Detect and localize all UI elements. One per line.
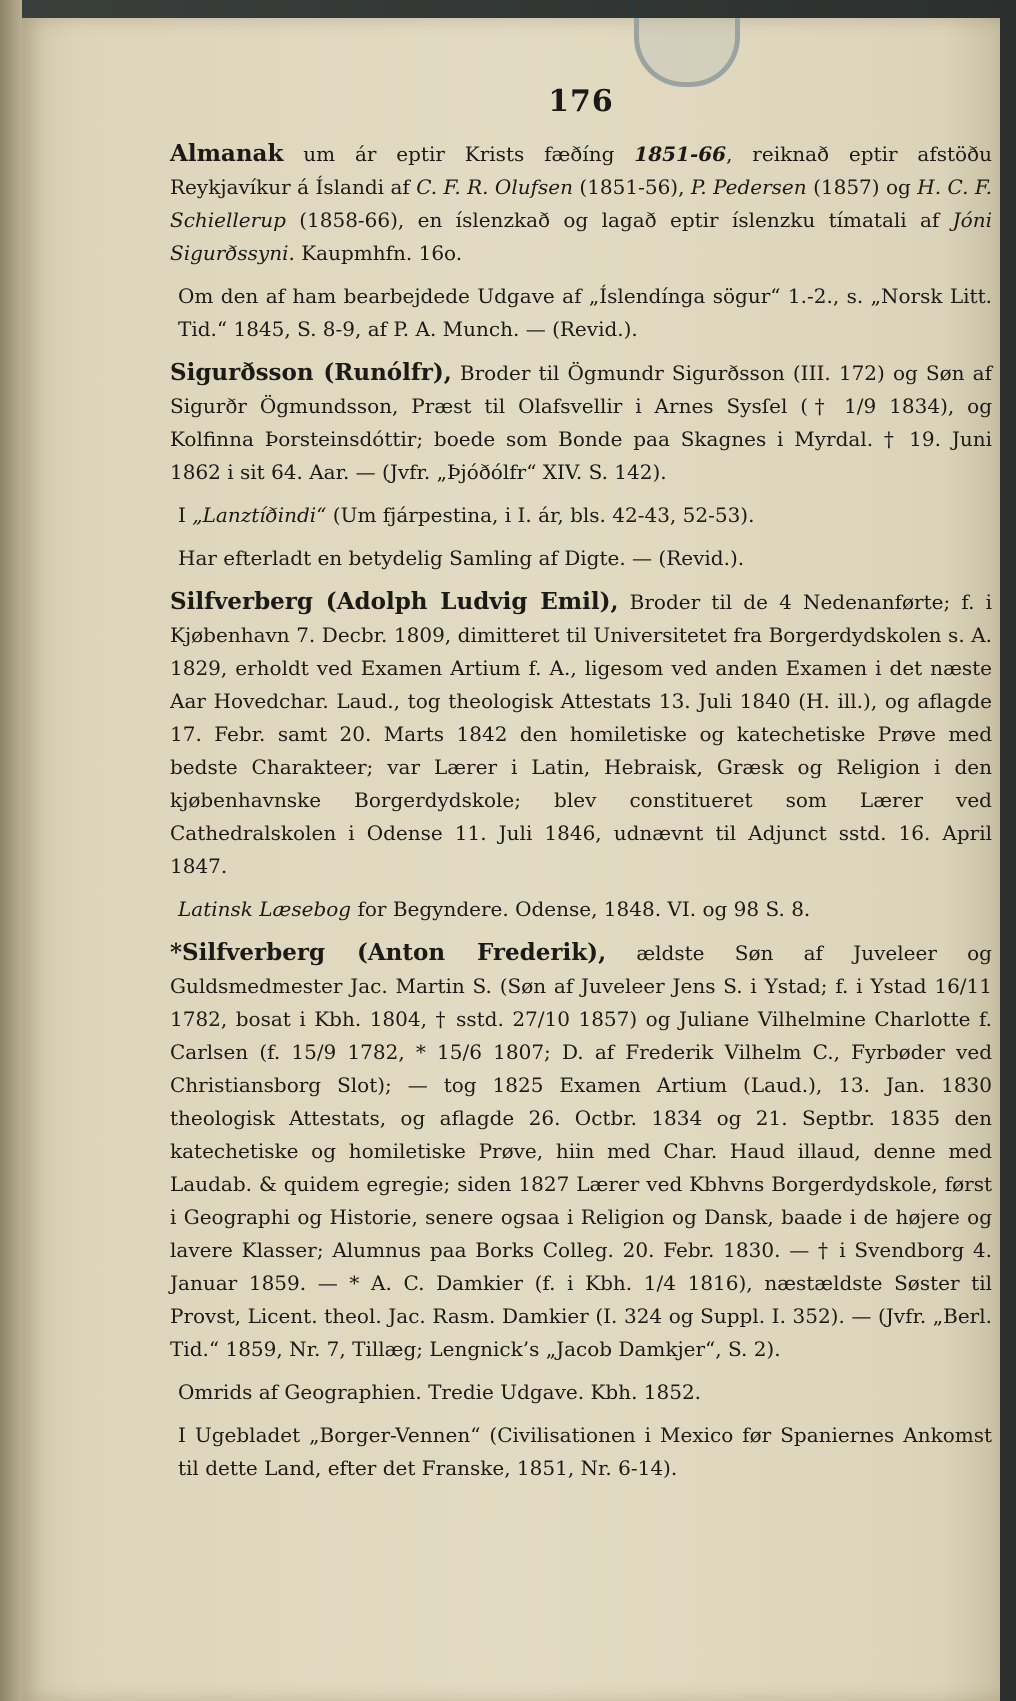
entry-text: I: [178, 503, 193, 527]
entries-list: [170, 137, 992, 1485]
entry-title: Latinsk Læsebog: [178, 897, 352, 921]
entry-text: I Ugebladet „Borger-Vennen“ (Civilisationen i Mexico før Spaniernes Ankomst til dette Land, efter det Franske, 1851, Nr. 6-14).: [178, 1423, 992, 1480]
entry-paragraph: [178, 1376, 992, 1409]
entry-years: 1851-66: [634, 142, 727, 166]
entry-text: um ár eptir Krists fæðíng: [283, 142, 635, 166]
entry-text: Kaupmhfn. 16o.: [294, 241, 463, 265]
entry-text: Om den af ham bearbejdede Udgave af „Íslendínga sögur“ 1.-2., s. „Norsk Litt. Tid.“ 1845, S. 8-9, af P. A. Munch. — (Revid.).: [178, 284, 992, 341]
entry-paragraph: [178, 1419, 992, 1485]
entry-text: Omrids af Geographien. Tredie Udgave. Kbh. 1852.: [178, 1380, 702, 1404]
entry-head: Sigurðsson (Runólfr),: [170, 359, 452, 386]
entry-text: (Um fjárpestina, i I. ár, bls. 42-43, 52-53).: [326, 503, 755, 527]
entry-name: H. C. F. Schiellerup: [170, 175, 992, 232]
entry-head: Almanak: [170, 140, 284, 167]
entry-text: (1858-66), en íslenzkað og lagað eptir íslenzku tímatali af: [285, 208, 953, 232]
entry-paragraph: [178, 542, 992, 575]
entry-text: (1857) og: [806, 175, 918, 199]
entry-text: Broder til de 4 Nedenanførte; f. i Kjøbenhavn 7. Decbr. 1809, dimitteret til Universitetet fra Borgerdydskolen s. A. 1829, erholdt ved Examen Artium f. A., ligesom ved anden Examen i det næste Aar Hovedchar. Laud., tog theologisk Attestats 13. Juli 1840 (H. ill.), og aflagde 17. Febr. samt 20. Marts 1842 den homiletiske og katechetiske Prøve med bedste Charakteer; var Lærer i Latin, Hebraisk, Græsk og Religion i den kjøbenhavnske Borgerdydskole; blev constitueret som Lærer ved Cathedralskolen i Odense 11. Juli 1846, udnævnt til Adjunct sstd. 16. April 1847.: [170, 590, 992, 878]
page-number: 176: [548, 84, 614, 119]
entry-text: , reiknað eptir afstöðu Reykjavíkur á Íslandi af: [170, 142, 992, 199]
entry-paragraph: [178, 280, 992, 346]
paper-clip-icon: [634, 18, 740, 87]
entry-paragraph: [170, 356, 992, 489]
entry-paragraph: [178, 499, 992, 532]
page-content: [170, 84, 992, 1495]
entry-paragraph: [178, 893, 992, 926]
entry-name: C. F. R. Olufsen: [416, 175, 573, 199]
entry-paragraph: [170, 585, 992, 883]
entry-title: „Lanztíðindi“: [192, 503, 327, 527]
entry-head: Silfverberg (Adolph Ludvig Emil),: [170, 588, 619, 615]
entry-name: Jóni Sigurðssyni.: [170, 208, 992, 265]
entry-text: for Begyndere. Odense, 1848. VI. og 98 S. 8.: [351, 897, 811, 921]
entry-text: Har efterladt en betydelig Samling af Digte. — (Revid.).: [178, 546, 745, 570]
entry-head: *Silfverberg (Anton Frederik),: [170, 939, 607, 966]
entry-paragraph: [170, 936, 992, 1366]
entry-text: ældste Søn af Juveleer og Guldsmedmester Jac. Martin S. (Søn af Juveleer Jens S. i Ystad; f. i Ystad 16/11 1782, bosat i Kbh. 1804, † sstd. 27/10 1857) og Juliane Vilhelmine Charlotte f. Carlsen (f. 15/9 1782, * 15/6 1807; D. af Frederik Vilhelm C., Fyrbøder ved Christiansborg Slot); — tog 1825 Examen Artium (Laud.), 13. Jan. 1830 theologisk Attestats, og aflagde 26. Octbr. 1834 og 21. Septbr. 1835 den katechetiske og homiletiske Prøve, hiin med Char. Haud illaud, denne med Laudab. & quidem egregie; siden 1827 Lærer ved Kbhvns Borgerdydskole, først i Geographi og Historie, senere ogsaa i Religion og Dansk, baade i de højere og lavere Klasser; Alumnus paa Borks Colleg. 20. Febr. 1830. — † i Svendborg 4. Januar 1859. — * A. C. Damkier (f. i Kbh. 1/4 1816), næstældste Søster til Provst, Licent. theol. Jac. Rasm. Damkier (I. 324 og Suppl. I. 352). — (Jvfr. „Berl. Tid.“ 1859, Nr. 7, Tillæg; Lengnick’s „Jacob Damkjer“, S. 2).: [170, 941, 992, 1361]
entry-name: P. Pedersen: [690, 175, 807, 199]
entry-paragraph: [170, 137, 992, 270]
book-gutter: [0, 0, 22, 1701]
entry-text: (1851-56),: [572, 175, 691, 199]
entry-text: Broder til Ögmundr Sigurðsson (III. 172) og Søn af Sigurðr Ögmundsson, Præst til Olafsvellir i Arnes Sysſel († 1/9 1834), og Kolfinna Þorsteinsdóttir; boede som Bonde paa Skagnes i Myrdal. † 19. Juni 1862 i sit 64. Aar. — (Jvfr. „Þjóðólfr“ XIV. S. 142).: [170, 361, 993, 484]
